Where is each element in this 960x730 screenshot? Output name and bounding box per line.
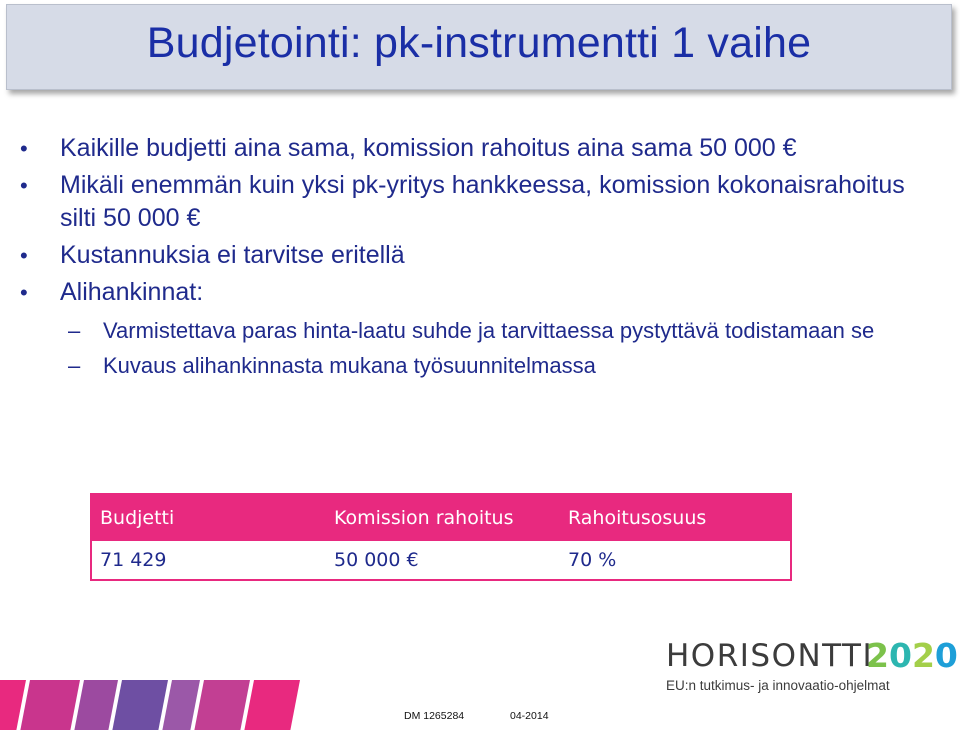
bullet-text: Kaikille budjetti aina sama, komission rahoitus aina sama 50 000 €: [60, 134, 797, 162]
bullet-dot-icon: •: [20, 243, 28, 268]
bullet-text: Kustannuksia ei tarvitse eritellä: [60, 241, 405, 269]
title-bar: [6, 4, 952, 90]
table-header-funding-share: Rahoitusosuus: [560, 494, 791, 541]
slide-title: Budjetointi: pk-instrumentti 1 vaihe: [146, 19, 812, 67]
bullet-item: [0, 276, 940, 309]
table-row: [91, 541, 791, 580]
stripe: [194, 680, 250, 730]
bullet-item: [0, 239, 940, 272]
subbullet-item: [0, 315, 903, 347]
subbullet-text: Varmistettava paras hinta-laatu suhde ja tarvittaessa pystyttävä todistamaan se: [103, 318, 875, 343]
logo-name: HORISONTTI: [666, 638, 874, 674]
stripe: [74, 680, 118, 730]
subbullet-text: Kuvaus alihankinnasta mukana työsuunnitelmassa: [103, 353, 596, 378]
bullet-text: Mikäli enemmän kuin yksi pk-yritys hankkeessa, komission kokonaisrahoitus silti 50 000 €: [60, 171, 905, 232]
bullet-dot-icon: •: [20, 136, 28, 161]
stripe: [162, 680, 200, 730]
stripe: [20, 680, 80, 730]
table-header-row: [91, 494, 791, 541]
bullet-item: [0, 169, 940, 235]
bullet-dot-icon: •: [20, 280, 28, 305]
footer-date: 04-2014: [510, 710, 549, 722]
table-header-commission-funding: Komission rahoitus: [326, 494, 560, 541]
logo-year: 2020: [866, 636, 958, 675]
slide-content: [0, 132, 960, 385]
logo-subtitle: EU:n tutkimus- ja innovaatio-ohjelmat: [666, 678, 890, 693]
table-cell-commission-funding: 50 000 €: [326, 541, 560, 580]
bullet-text: Alihankinnat:: [60, 278, 204, 306]
table-header-budget: Budjetti: [91, 494, 326, 541]
stripe: [244, 680, 300, 730]
footer-doc-id: DM 1265284: [404, 710, 465, 722]
horisontti-2020-logo: [666, 638, 956, 698]
stripe: [112, 680, 168, 730]
bullet-item: [0, 132, 940, 165]
bullet-dot-icon: •: [20, 173, 28, 198]
dash-icon: –: [68, 353, 81, 378]
subbullet-item: [0, 350, 903, 382]
table-cell-funding-share: 70 %: [560, 541, 791, 580]
table-cell-budget: 71 429: [91, 541, 326, 580]
budget-table: [90, 493, 792, 581]
decorative-stripes: [0, 680, 300, 730]
dash-icon: –: [68, 318, 81, 343]
